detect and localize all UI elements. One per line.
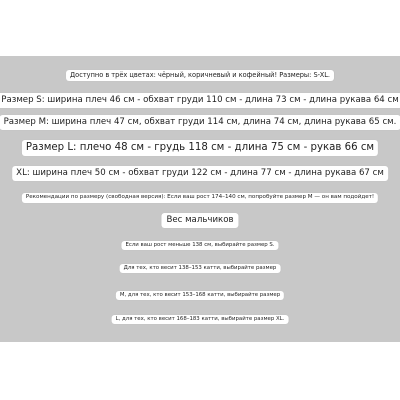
colors-sizes-note: Доступно в трёх цветах: чёрный, коричневый и кофейный! Размеры: S-XL.: [66, 70, 334, 81]
size-l-note: M, для тех, кто весит 153–168 катти, выбирайте размер: [116, 291, 284, 300]
size-m-measurements: Размер M: ширина плеч 47 см, обхват груди 114 см, длина 74 см, длина рукава 65 см.: [0, 115, 400, 130]
size-xl-note: L, для тех, кто весит 168–183 катти, выбирайте размер XL.: [112, 315, 289, 324]
size-s-measurements: Размер S: ширина плеч 46 см - обхват груди 110 см - длина 73 см - длина рукава 64 см: [0, 93, 400, 108]
size-xl-measurements: XL: ширина плеч 50 см - обхват груди 122 см - длина 77 см - длина рукава 67 см: [12, 166, 388, 181]
size-l-measurements: Размер L: плечо 48 см - грудь 118 см - длина 75 см - рукав 66 см: [22, 140, 378, 156]
size-recommendation: Рекомендации по размеру (свободная версия): Если ваш рост 174–140 см, попробуйте размер M — он вам подойдет!: [22, 193, 378, 203]
size-info-panel: [0, 56, 400, 342]
size-s-note: Если ваш рост меньше 138 см, выбирайте размер S.: [121, 241, 278, 250]
size-m-note: Для тех, кто весит 138–153 катти, выбирайте размер: [120, 264, 281, 273]
boys-weight-heading: Вес мальчиков: [161, 213, 238, 228]
